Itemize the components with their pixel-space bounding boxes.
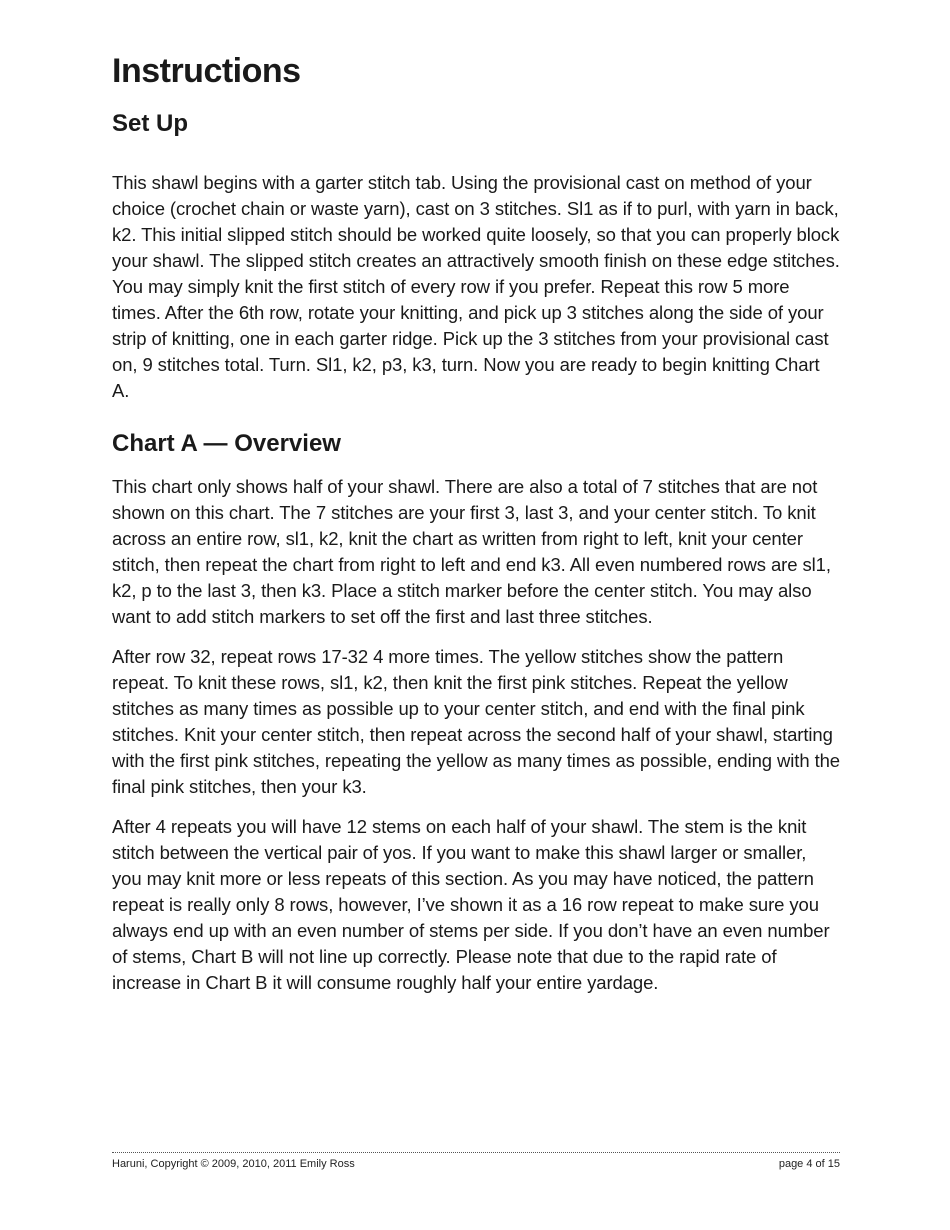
set-up-paragraph: This shawl begins with a garter stitch tab. Using the provisional cast on method of your choice (crochet chain or waste yarn), cast on 3 stitches. Sl1 as if to purl, with yarn in back, k2. This initial slipped stitch should be worked quite loosely, so that you can properly block your shawl. The slipped stitch creates an attractively smooth finish on these edge stitches. You may simply knit the first stitch of every row if you prefer. Repeat this row 5 more times. After the 6th row, rotate your knitting, and pick up 3 stitches along the side of your strip of knitting, one in each garter ridge. Pick up the 3 stitches from your provisional cast on, 9 stitches total. Turn. Sl1, k2, p3, k3, turn. Now you are ready to begin knitting Chart A. xyxy=(112,172,840,401)
section-heading-chart-a-overview: Chart A — Overview xyxy=(112,430,341,457)
chart-a-paragraph-1: This chart only shows half of your shawl. There are also a total of 7 stitches that are not shown on this chart. The 7 stitches are your first 3, last 3, and your center stitch. To knit across an entire row, sl1, k2, knit the chart as written from right to left, knit your center stitch, then repeat the chart from right to left and end k3. All even numbered rows are sl1, k2, p to the last 3, then k3. Place a stitch marker before the center stitch. You may also want to add stitch markers to set off the first and last three stitches. xyxy=(112,476,831,627)
footer-page-number: page 4 of 15 xyxy=(778,1158,840,1170)
page-title: Instructions xyxy=(112,52,301,90)
document-page xyxy=(112,50,840,996)
section-heading-set-up: Set Up xyxy=(112,110,189,137)
chart-a-paragraph-2: After row 32, repeat rows 17-32 4 more times. The yellow stitches show the pattern repeat. To knit these rows, sl1, k2, then knit the first pink stitches. Repeat the yellow stitches as many times as possible up to your center stitch, and end with the final pink stitches. Knit your center stitch, then repeat across the second half of your shawl, starting with the first pink stitches, repeating the yellow as many times as possible, ending with the final pink stitches, then your k3. xyxy=(112,646,840,797)
chart-a-paragraph-3: After 4 repeats you will have 12 stems on each half of your shawl. The stem is the knit stitch between the vertical pair of yos. If you want to make this shawl larger or smaller, you may knit more or less repeats of this section. As you may have noticed, the pattern repeat is really only 8 rows, however, I’ve shown it as a 16 row repeat to make sure you always end up with an even number of stems per side. If you don’t have an even number of stems, Chart B will not line up correctly. Please note that due to the rapid rate of increase in Chart B it will consume roughly half your entire yardage. xyxy=(112,816,830,993)
footer-copyright: Haruni, Copyright © 2009, 2010, 2011 Emily Ross xyxy=(112,1158,355,1170)
page-footer xyxy=(112,1152,840,1170)
